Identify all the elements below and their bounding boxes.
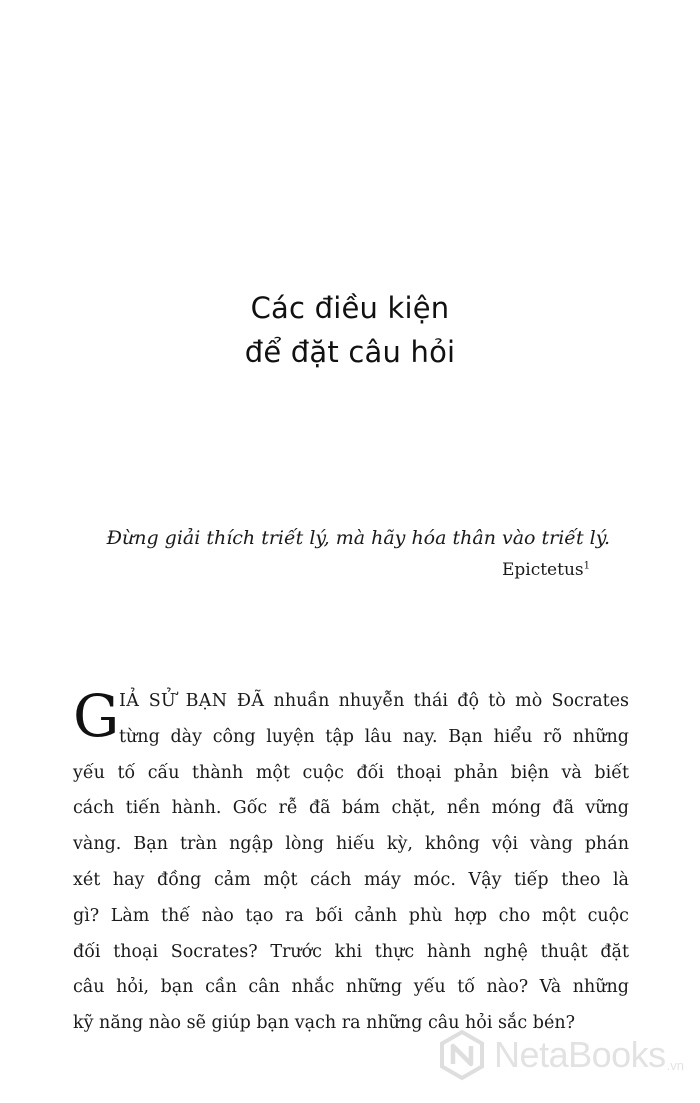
chapter-title-line-1: Các điều kiện	[250, 291, 450, 325]
netabooks-logo-icon	[436, 1029, 488, 1081]
opening-smallcaps: IẢ SỬ BẠN ĐÃ	[119, 691, 265, 711]
chapter-title	[0, 286, 700, 374]
body-line-6: xét hay đồng cảm một cách máy móc. Vậy tiếp theo là	[73, 869, 629, 890]
body-line-1-rest: nhuần nhuyễn thái độ tò mò Socrates	[264, 691, 629, 711]
body-line-2: từng dày công luyện tập lâu nay. Bạn hiểu rõ những	[119, 726, 629, 747]
watermark-tld: .vn	[666, 1058, 684, 1073]
body-line-4: cách tiến hành. Gốc rễ đã bám chặt, nền móng đã vững	[73, 798, 629, 819]
drop-cap: G	[73, 682, 120, 750]
body-line-8: đối thoại Socrates? Trước khi thực hành nghệ thuật đặt	[73, 941, 629, 962]
body-line-1	[73, 684, 629, 720]
body-line-10: kỹ năng nào sẽ giúp bạn vạch ra những câu hỏi sắc bén?	[73, 1013, 575, 1034]
watermark-brand: NetaBooks	[494, 1034, 666, 1075]
body-line-7: gì? Làm thế nào tạo ra bối cảnh phù hợp cho một cuộc	[73, 905, 629, 926]
epigraph-quote: Đừng giải thích triết lý, mà hãy hóa thân vào triết lý.	[106, 527, 610, 549]
body-line-5: vàng. Bạn tràn ngập lòng hiếu kỳ, không vội vàng phán	[73, 834, 629, 855]
epigraph-author	[80, 556, 610, 584]
body-line-3: yếu tố cấu thành một cuộc đối thoại phản biện và biết	[73, 762, 629, 783]
chapter-title-line-2: để đặt câu hỏi	[244, 335, 456, 369]
body-paragraph	[73, 684, 629, 1042]
footnote-marker: 1	[583, 560, 590, 572]
watermark	[436, 1029, 684, 1081]
body-line-9: câu hỏi, bạn cần cân nhắc những yếu tố nào? Và những	[73, 977, 629, 998]
epigraph	[80, 524, 610, 584]
epigraph-author-name: Epictetus	[501, 560, 584, 580]
